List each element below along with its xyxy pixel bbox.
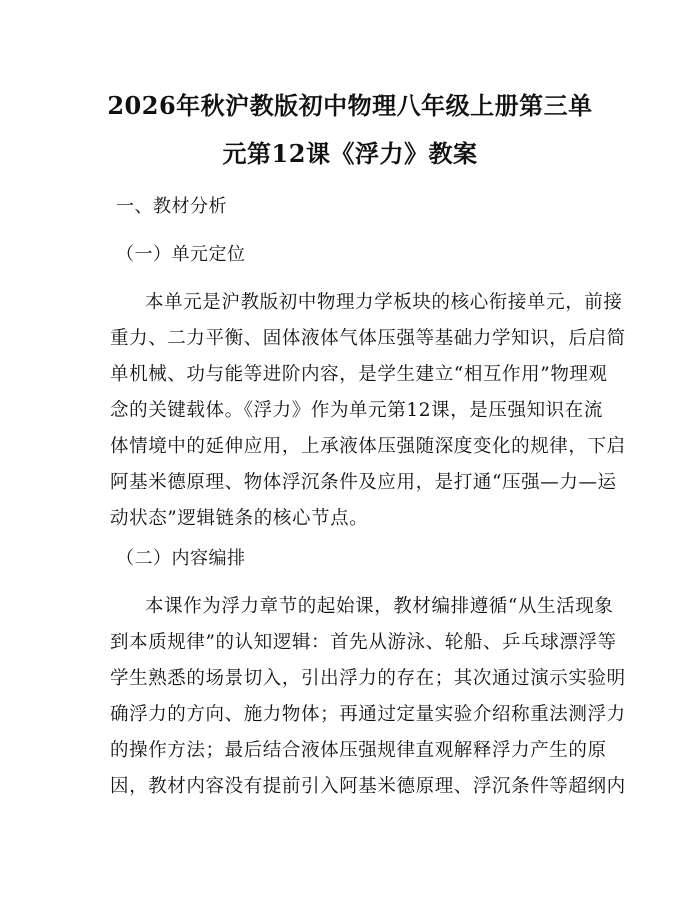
- paragraph-line: 因，教材内容没有提前引入阿基米德原理、浮沉条件等超纲内: [110, 776, 626, 797]
- paragraph-line: 确浮力的方向、施力物体；再通过定量实验介绍称重法测浮力: [110, 704, 626, 725]
- paragraph-line: 单机械、功与能等进阶内容，是学生建立“相互作用”物理观: [110, 364, 608, 385]
- subsection-heading-content-arrangement: （二）内容编排: [116, 548, 246, 569]
- paragraph-line: 到本质规律”的认知逻辑：首先从游泳、轮船、乒乓球漂浮等: [110, 632, 617, 653]
- section-heading-textbook-analysis: 一、教材分析: [116, 196, 227, 217]
- document-title-line-2: 元第12课《浮力》教案: [222, 139, 478, 168]
- paragraph-line: 体情境中的延伸应用，上承液体压强随深度变化的规律，下启: [110, 436, 626, 457]
- paragraph-line: 动状态”逻辑链条的核心节点。: [110, 508, 369, 529]
- paragraph-line: 学生熟悉的场景切入，引出浮力的存在；其次通过演示实验明: [110, 668, 626, 689]
- paragraph-line: 本单元是沪教版初中物理力学板块的核心衔接单元，前接: [145, 292, 623, 313]
- document-title-line-1: 2026年秋沪教版初中物理八年级上册第三单: [107, 91, 593, 120]
- paragraph-line: 重力、二力平衡、固体液体气体压强等基础力学知识，后启简: [110, 328, 626, 349]
- subsection-heading-unit-positioning: （一）单元定位: [116, 244, 246, 265]
- paragraph-line: 念的关键载体。《浮力》作为单元第12课，是压强知识在流: [110, 400, 603, 421]
- paragraph-line: 阿基米德原理、物体浮沉条件及应用，是打通“压强—力—运: [110, 472, 617, 493]
- paragraph-line: 的操作方法；最后结合液体压强规律直观解释浮力产生的原: [110, 740, 607, 761]
- paragraph-line: 本课作为浮力章节的起始课，教材编排遵循“从生活现象: [145, 596, 614, 617]
